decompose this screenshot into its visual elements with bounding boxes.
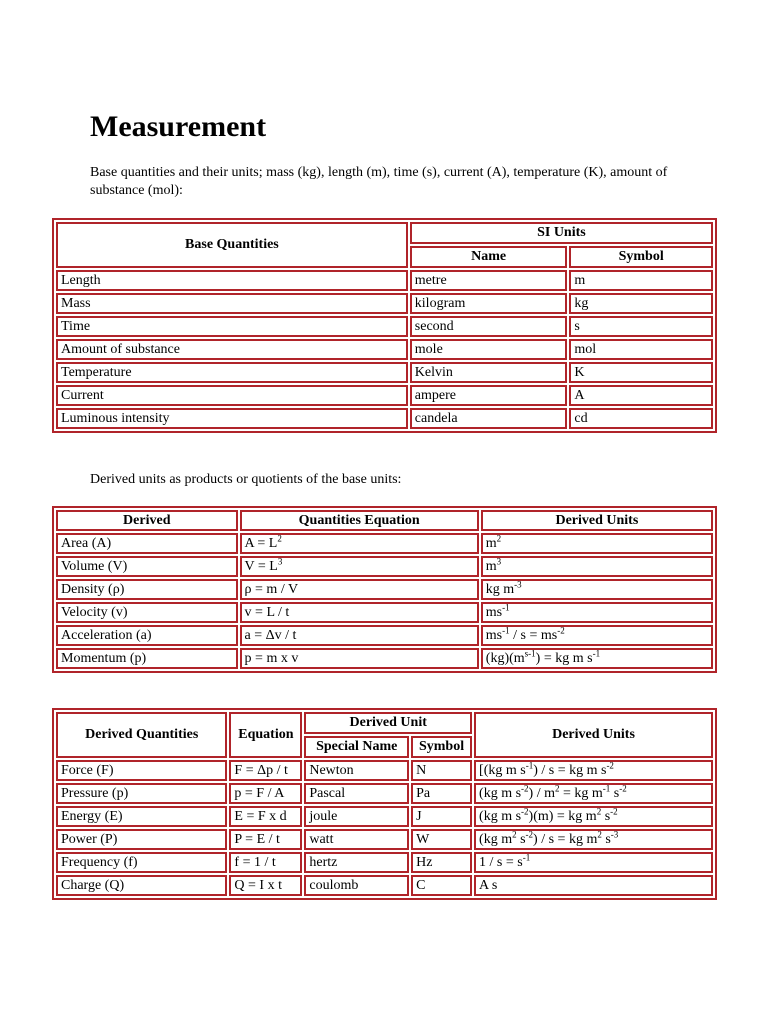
table-row [56,875,713,896]
derived-units-cell: (kg $m^2$ $s^{-2}$) / s = kg $m^2$ $s^{-3}$ [474,829,713,850]
special-name-cell: Pascal [304,783,409,804]
equation-cell: p = m x v [240,648,479,669]
derived-cell: Acceleration (a) [56,625,238,646]
quantity-cell: Luminous intensity [56,408,408,429]
unit-symbol-cell: mol [569,339,713,360]
derived-units-note: Derived units as products or quotients of the base units: [90,472,402,487]
equation-cell: a = Δv / t [240,625,479,646]
derived-units-cell: $m^3$ [481,556,713,577]
quantity-cell: Current [56,385,408,406]
header-symbol-3: Symbol [411,736,472,758]
header-equation: Equation [229,712,302,758]
equation-cell: f = 1 / t [229,852,302,873]
quantity-cell: Amount of substance [56,339,408,360]
unit-symbol-cell: K [569,362,713,383]
derived-units-cell: A s [474,875,713,896]
table-row [56,602,713,623]
equation-cell: $A = L^2$ [240,533,479,554]
table-row [56,829,713,850]
unit-name-cell: Kelvin [410,362,568,383]
derived-units-cell: (kg m $s^{-2}) / m^2$ = kg $m^{-1}$ $s^{-2}$ [474,783,713,804]
derived-cell: Density (ρ) [56,579,238,600]
table-row [56,293,713,314]
equation-cell: P = E / t [229,829,302,850]
unit-symbol-cell: kg [569,293,713,314]
unit-symbol-cell: A [569,385,713,406]
equation-cell: v = L / t [240,602,479,623]
special-name-cell: watt [304,829,409,850]
header-derived: Derived [56,510,238,531]
table-row [56,533,713,554]
quantity-cell: Length [56,270,408,291]
table-row [56,648,713,669]
symbol-cell: Hz [411,852,472,873]
derived-units-table [52,506,717,673]
header-derived-quantities: Derived Quantities [56,712,227,758]
derived-cell: Momentum (p) [56,648,238,669]
page-title: Measurement [90,110,267,143]
symbol-cell: W [411,829,472,850]
table-row [56,270,713,291]
quantity-cell: Power (P) [56,829,227,850]
unit-name-cell: kilogram [410,293,568,314]
derived-units-cell: $1 / s = s^{-1}$ [474,852,713,873]
equation-cell: Q = I x t [229,875,302,896]
header-derived-units-3: Derived Units [474,712,713,758]
table-row [56,339,713,360]
header-derived-units: Derived Units [481,510,713,531]
table-row [56,408,713,429]
unit-name-cell: candela [410,408,568,429]
header-base-quantities: Base Quantities [56,222,408,268]
table-row [56,625,713,646]
quantity-cell: Force (F) [56,760,227,781]
special-name-cell: hertz [304,852,409,873]
derived-cell: Volume (V) [56,556,238,577]
symbol-cell: J [411,806,472,827]
header-derived-unit: Derived Unit [304,712,472,734]
equation-cell: $V = L^3$ [240,556,479,577]
table-row [56,556,713,577]
quantity-cell: Pressure (p) [56,783,227,804]
equation-cell: p = F / A [229,783,302,804]
derived-units-cell: kg $m^{-3}$ [481,579,713,600]
header-symbol: Symbol [569,246,713,268]
derived-units-cell: $ms^{-1} / s = ms^{-2}$ [481,625,713,646]
special-name-cell: joule [304,806,409,827]
symbol-cell: C [411,875,472,896]
header-special-name: Special Name [304,736,409,758]
table-row [56,385,713,406]
table-row [56,760,713,781]
equation-cell: ρ = m / V [240,579,479,600]
header-quantities-equation: Quantities Equation [240,510,479,531]
unit-symbol-cell: cd [569,408,713,429]
derived-cell: Area (A) [56,533,238,554]
symbol-cell: Pa [411,783,472,804]
unit-symbol-cell: m [569,270,713,291]
special-name-cell: coulomb [304,875,409,896]
base-quantities-table [52,218,717,433]
symbol-cell: N [411,760,472,781]
equation-cell: E = F x d [229,806,302,827]
unit-name-cell: second [410,316,568,337]
unit-symbol-cell: s [569,316,713,337]
table-row [56,579,713,600]
table-row [56,806,713,827]
table-row [56,362,713,383]
intro-paragraph: Base quantities and their units; mass (kg), length (m), time (s), current (A), temperature (K), amount of substance (mol): [90,165,668,198]
quantity-cell: Charge (Q) [56,875,227,896]
unit-name-cell: ampere [410,385,568,406]
derived-units-cell: $(kg)(m^{s-1})$ = kg m $s^{-1}$ [481,648,713,669]
special-name-cell: Newton [304,760,409,781]
table-row [56,783,713,804]
equation-cell: F = Δp / t [229,760,302,781]
derived-cell: Velocity (v) [56,602,238,623]
quantity-cell: Time [56,316,408,337]
quantity-cell: Frequency (f) [56,852,227,873]
quantity-cell: Mass [56,293,408,314]
derived-units-cell: (kg m $s^{-2})(m)$ = kg $m^2$ $s^{-2}$ [474,806,713,827]
unit-name-cell: mole [410,339,568,360]
derived-units-cell: [(kg m $s^{-1}$) / s = kg m $s^{-2}$ [474,760,713,781]
quantity-cell: Temperature [56,362,408,383]
derived-quantities-table [52,708,717,900]
table-row [56,852,713,873]
header-si-units: SI Units [410,222,713,244]
quantity-cell: Energy (E) [56,806,227,827]
derived-units-cell: $ms^{-1}$ [481,602,713,623]
unit-name-cell: metre [410,270,568,291]
table-row [56,316,713,337]
derived-units-cell: $m^2$ [481,533,713,554]
header-name: Name [410,246,568,268]
